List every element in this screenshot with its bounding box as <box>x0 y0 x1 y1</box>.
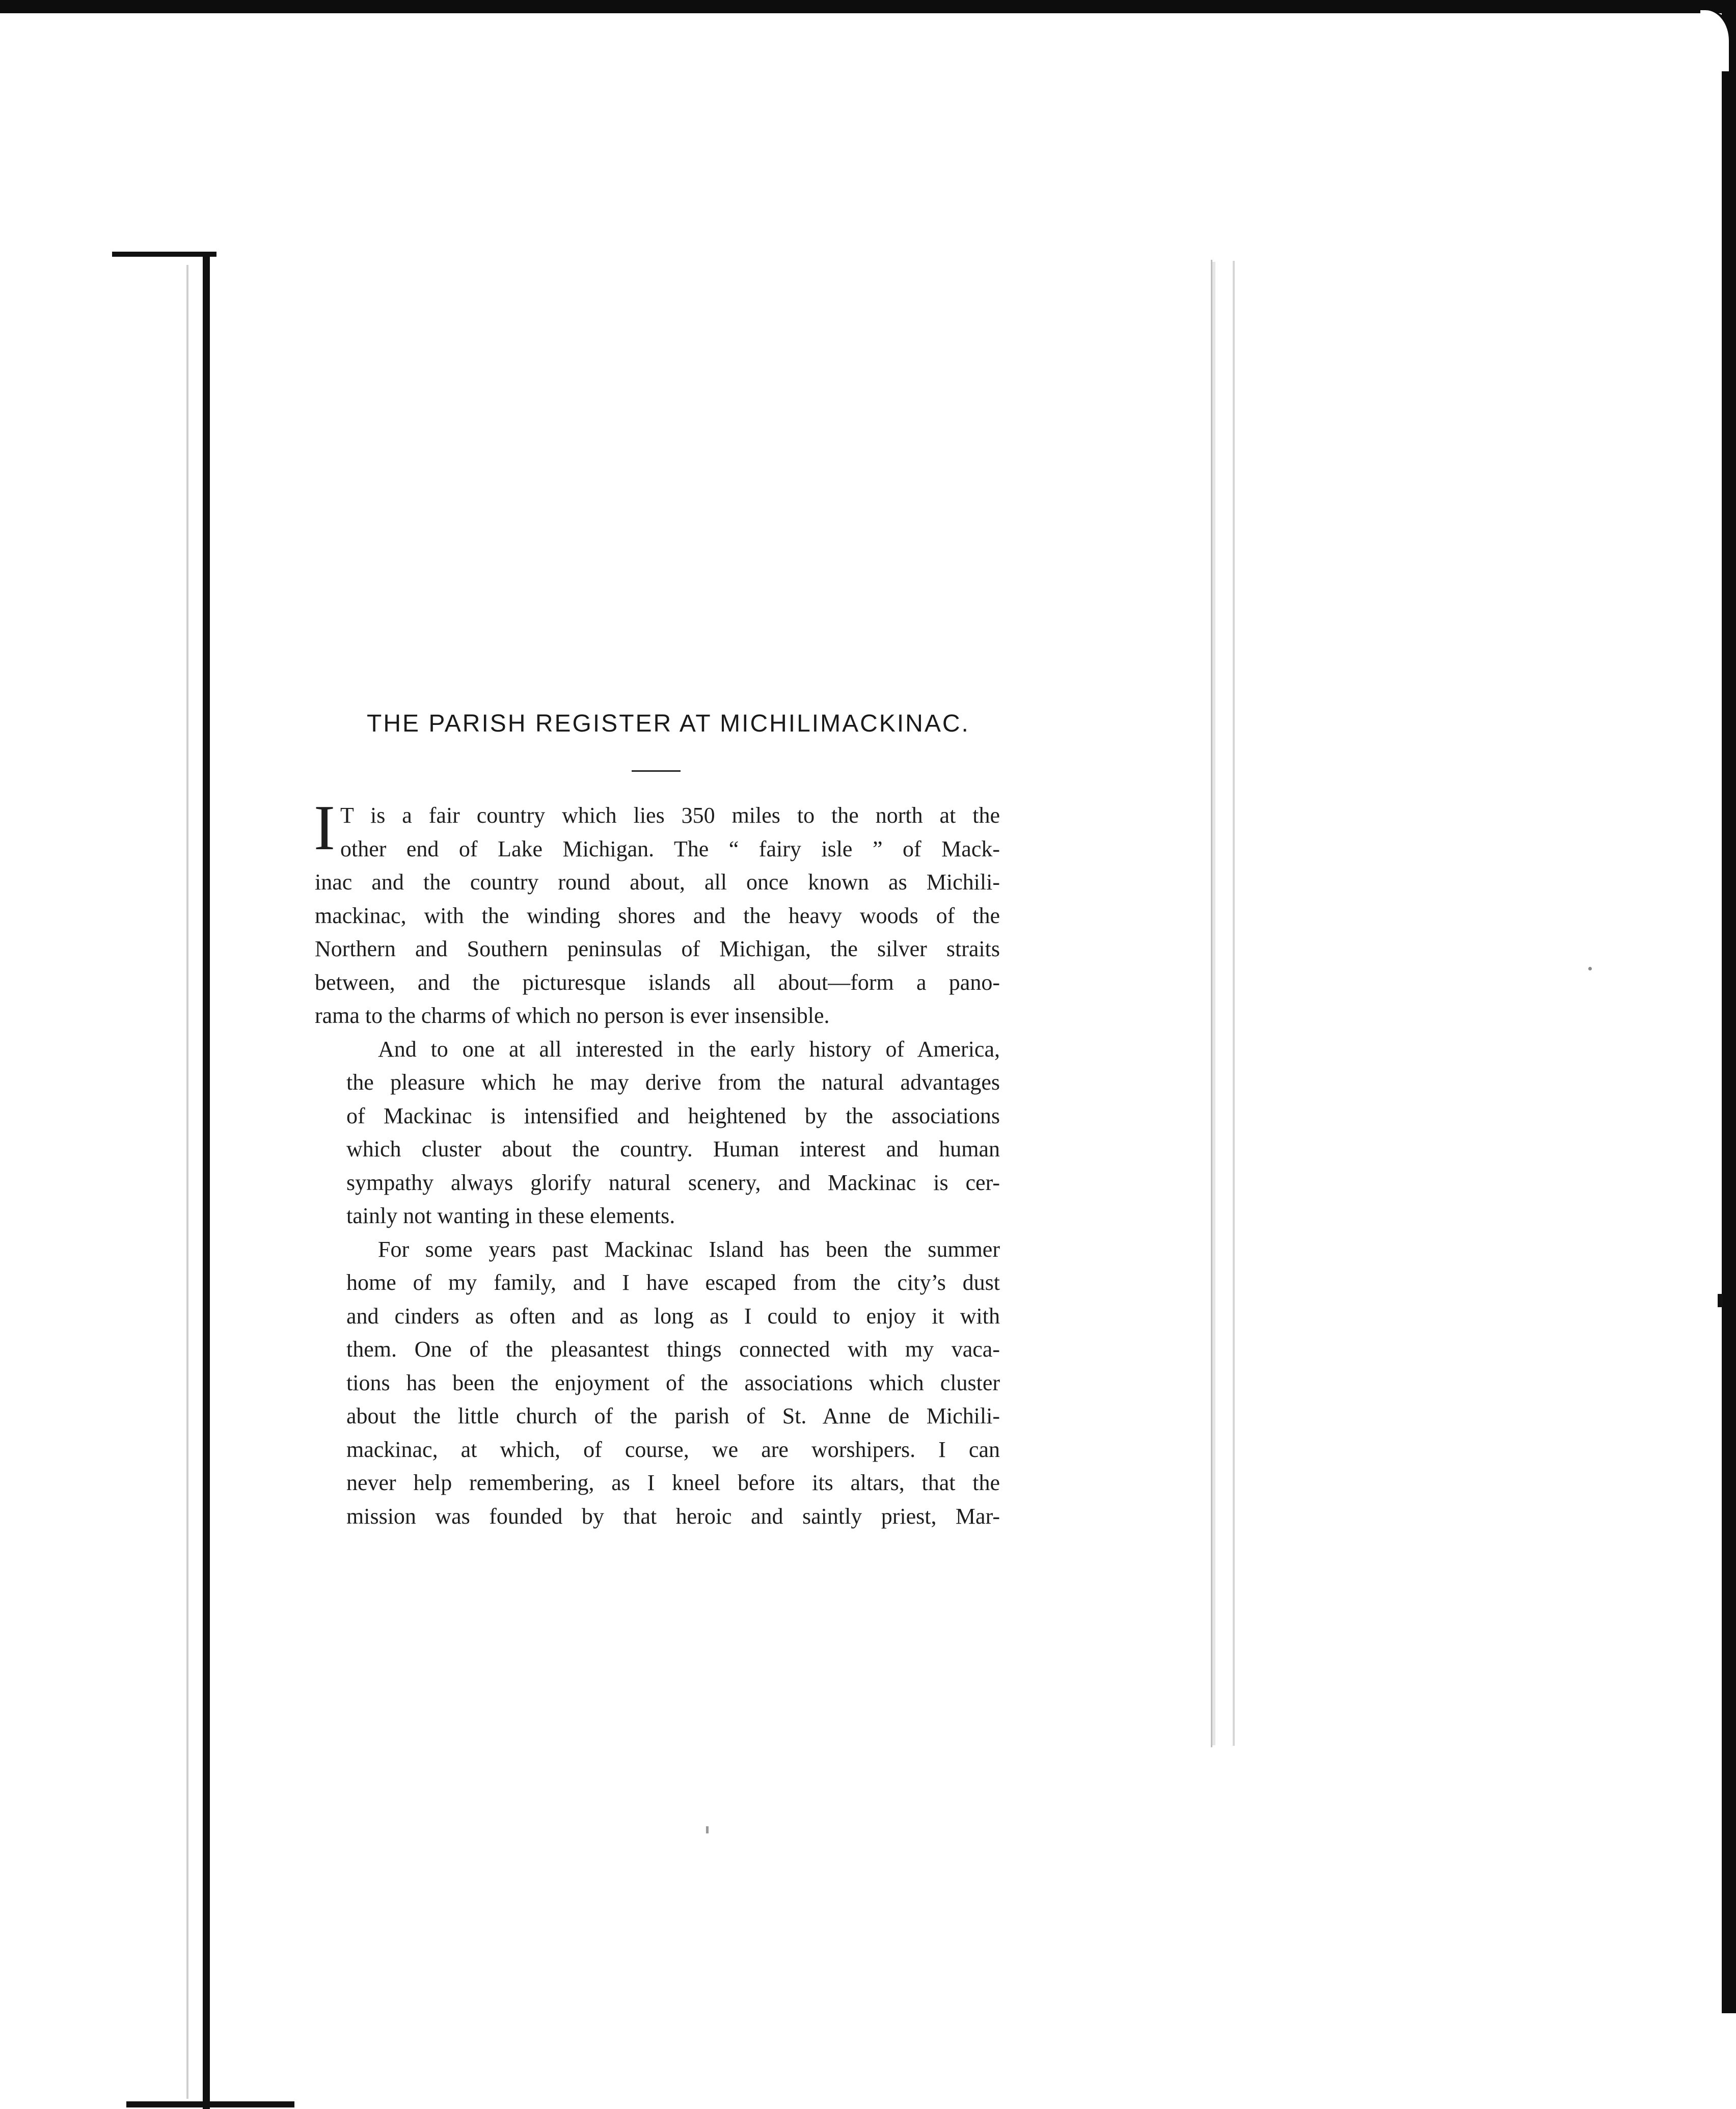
scan-speck <box>706 1826 709 1833</box>
paragraph-1 <box>314 793 1000 1033</box>
text-line: For some years past Mackinac Island has been the summer <box>378 1236 1000 1262</box>
book-spine <box>203 255 210 2109</box>
text-line: rama to the charms of which no person is ever insensible. <box>315 1003 830 1028</box>
scan-border-top <box>0 0 1736 13</box>
binding-top <box>112 252 216 257</box>
paragraph-2 <box>315 1033 1000 1233</box>
text-line: Northern and Southern peninsulas of Michigan, the silver straits <box>315 936 1000 961</box>
binding-bottom <box>126 2101 294 2107</box>
text-line: and cinders as often and as long as I could to enjoy it with <box>346 1303 1000 1329</box>
text-line: between, and the picturesque islands all about—form a pano- <box>315 969 1000 995</box>
text-line: mackinac, with the winding shores and the heavy woods of the <box>315 903 1000 928</box>
text-line: the pleasure which he may derive from the natural advantages <box>346 1070 1000 1095</box>
text-line: tions has been the enjoyment of the associations which cluster <box>346 1370 1000 1395</box>
text-line: T is a fair country which lies 350 miles to the north at the <box>340 803 1000 828</box>
scan-edge-mark <box>1718 1294 1723 1307</box>
text-line: tainly not wanting in these elements. <box>346 1203 675 1228</box>
scan-border-right <box>1722 0 1736 2013</box>
text-line: mission was founded by that heroic and saintly priest, Mar- <box>346 1503 1000 1529</box>
text-line: inac and the country round about, all once known as Michili- <box>315 870 1000 895</box>
title-rule <box>632 770 681 772</box>
text-line: other end of Lake Michigan. The “ fairy isle ” of Mack- <box>340 836 1000 861</box>
text-line: them. One of the pleasantest things connected with my vaca- <box>346 1337 1000 1362</box>
text-line: never help remembering, as I kneel before its altars, that the <box>346 1470 1000 1495</box>
page-title: THE PARISH REGISTER AT MICHILIMACKINAC. <box>367 710 970 737</box>
paragraph-3 <box>315 1233 1000 1533</box>
text-line: sympathy always glorify natural scenery, and Mackinac is cer- <box>346 1170 1000 1195</box>
text-line: about the little church of the parish of St. Anne de Michili- <box>346 1403 1000 1428</box>
text-line: of Mackinac is intensified and heightened by the associations <box>346 1103 1000 1128</box>
text-line: And to one at all interested in the early history of America, <box>378 1036 1000 1062</box>
text-line: which cluster about the country. Human interest and human <box>346 1137 1000 1161</box>
scan-speck <box>1588 967 1592 970</box>
page-stack-edge <box>1233 261 1235 1746</box>
text-line: mackinac, at which, of course, we are worshipers. I can <box>346 1437 1000 1462</box>
left-page-edge <box>186 265 188 2099</box>
text-line: home of my family, and I have escaped from the city’s dust <box>346 1270 1000 1295</box>
body-text <box>314 793 1000 1533</box>
drop-cap: I <box>314 793 335 863</box>
